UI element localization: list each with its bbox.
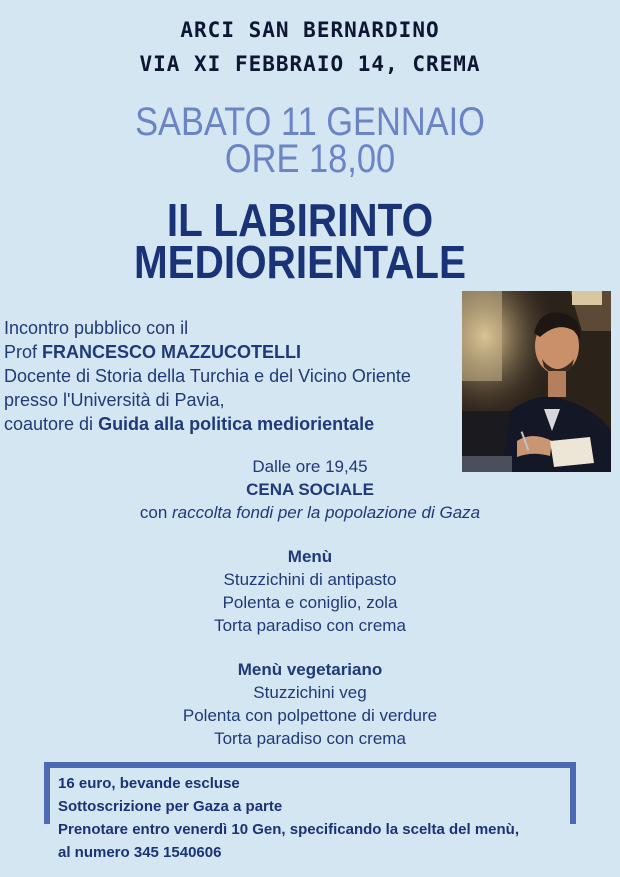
event-date: SABATO 11 GENNAIO xyxy=(135,100,485,144)
menu-item: Polenta e coniglio, zola xyxy=(222,593,398,612)
veg-menu-title: Menù vegetariano xyxy=(237,660,383,679)
speaker-prefix: Prof xyxy=(4,342,43,362)
dinner-time: Dalle ore 19,45 xyxy=(252,457,368,476)
veg-menu-item: Stuzzichini veg xyxy=(253,683,367,702)
phone-info: al numero 345 1540606 xyxy=(58,844,222,861)
event-title-line1: IL LABIRINTO xyxy=(166,194,434,246)
menu-title: Menù xyxy=(287,547,333,566)
fundraiser-text: raccolta fondi per la popolazione di Gaza xyxy=(172,503,481,522)
venue-name: ARCI SAN BERNARDINO xyxy=(180,18,440,42)
intro-line: Docente di Storia della Turchia e del Vicino Oriente xyxy=(4,366,411,386)
speaker-photo-illustration xyxy=(462,291,611,472)
menu-item: Stuzzichini di antipasto xyxy=(223,570,397,589)
speaker-photo xyxy=(462,291,611,472)
intro-block xyxy=(4,316,464,436)
intro-line: presso l'Università di Pavia, xyxy=(4,390,225,410)
dinner-fundraiser xyxy=(0,501,620,524)
booking-info: Prenotare entro venerdì 10 Gen, specificando la scelta del menù, xyxy=(58,821,519,838)
intro-line: Incontro pubblico con il xyxy=(4,318,189,338)
book-prefix: coautore di xyxy=(4,414,99,434)
event-time: ORE 18,00 xyxy=(224,137,396,181)
veg-menu-item: Polenta con polpettone di verdure xyxy=(182,706,438,725)
event-title-line2: MEDIORIENTALE xyxy=(133,236,467,288)
price-info: 16 euro, bevande escluse xyxy=(58,775,240,792)
subscription-info: Sottoscrizione per Gaza a parte xyxy=(58,798,283,815)
intro-book-line xyxy=(4,412,464,436)
venue-address: VIA XI FEBBRAIO 14, CREMA xyxy=(139,52,481,76)
fundraiser-prefix: con xyxy=(139,503,173,522)
menu-item: Torta paradiso con crema xyxy=(214,616,406,635)
intro-speaker-line xyxy=(4,340,464,364)
book-title: Guida alla politica mediorientale xyxy=(98,414,375,434)
speaker-name: FRANCESCO MAZZUCOTELLI xyxy=(42,342,301,362)
dinner-title: CENA SOCIALE xyxy=(246,480,374,499)
veg-menu-item: Torta paradiso con crema xyxy=(214,729,406,748)
